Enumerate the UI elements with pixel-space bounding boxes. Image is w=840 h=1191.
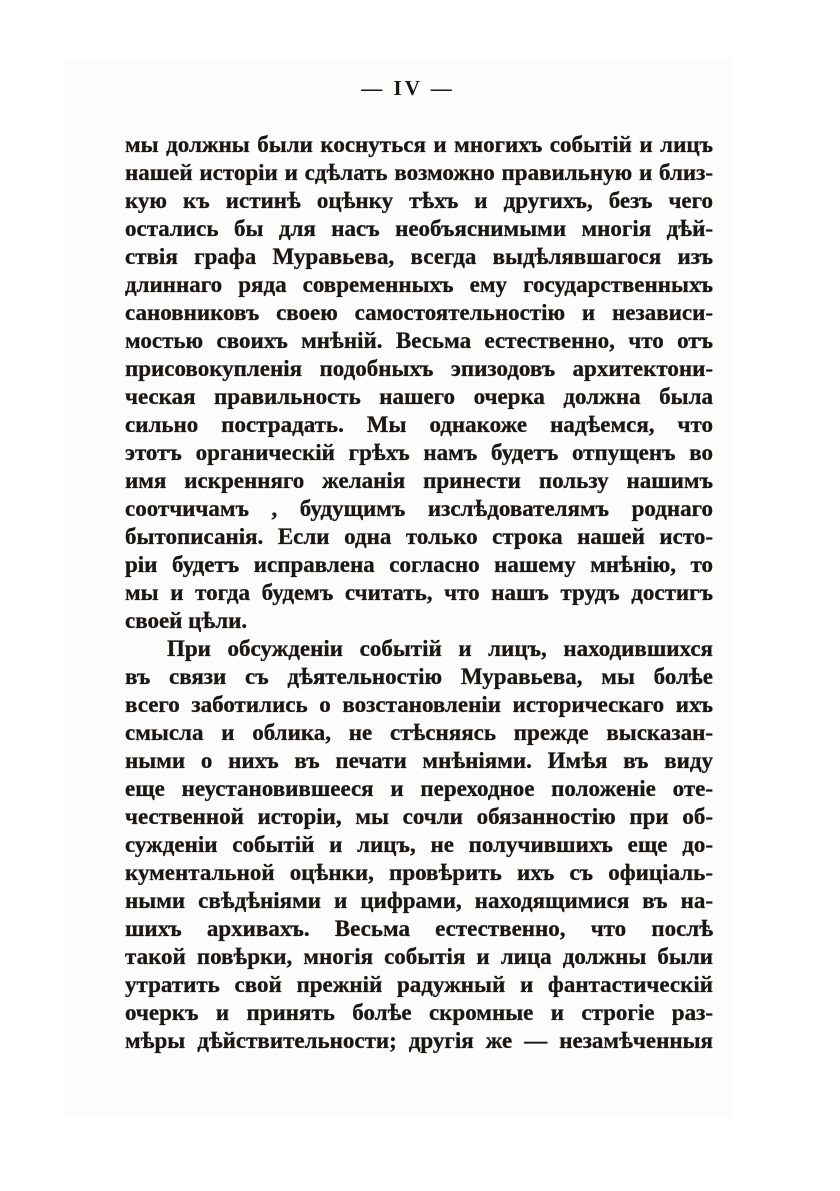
text-line: еще неустановившееся и переходное положеніе оте- (125, 776, 713, 801)
text-line: утратить свой прежній радужный и фантастическій (125, 972, 713, 997)
text-line: кую къ истинѣ оцѣнку тѣхъ и другихъ, безъ чего (125, 188, 713, 213)
text-line: мы и тогда будемъ считать, что нашъ трудъ достигъ (125, 580, 713, 605)
text-line: ческая правильность нашего очерка должна была (125, 384, 713, 409)
text-line: ными свѣдѣніями и цифрами, находящимися въ на- (125, 888, 713, 913)
text-line: сужденіи событій и лицъ, не получившихъ еще до- (125, 832, 713, 857)
text-block (125, 131, 713, 1055)
text-line: чественной исторіи, мы сочли обязанностію при об- (125, 804, 713, 829)
text-line: бытописанія. Если одна только строка нашей исто- (125, 524, 713, 549)
text-line: кументальной оцѣнки, провѣрить ихъ съ офиціаль- (125, 860, 713, 885)
text-line: присовокупленія подобныхъ эпизодовъ архитектони- (125, 356, 713, 381)
text-line: ными о нихъ въ печати мнѣніями. Имѣя въ виду (125, 748, 713, 773)
text-line: шихъ архивахъ. Весьма естественно, что послѣ (125, 916, 713, 941)
text-line: соотчичамъ , будущимъ изслѣдователямъ роднаго (125, 496, 713, 521)
text-line: смысла и облика, не стѣсняясь прежде высказан- (125, 720, 713, 745)
text-line: длиннаго ряда современныхъ ему государственныхъ (125, 272, 713, 297)
text-line: сильно пострадать. Мы однакоже надѣемся, что (125, 412, 713, 437)
text-line: мы должны были коснуться и многихъ событій и лицъ (125, 132, 713, 157)
text-line: ствія графа Муравьева, всегда выдѣлявшагося изъ (125, 244, 713, 269)
text-line: мѣры дѣйствительности; другія же — незамѣченныя (125, 1028, 713, 1053)
paragraph (125, 131, 713, 635)
text-line: всего заботились о возстановленіи историческаго ихъ (125, 692, 713, 717)
text-line: сановниковъ своею самостоятельностію и независи- (125, 300, 713, 325)
text-line: имя искренняго желанія принести пользу нашимъ (125, 468, 713, 493)
page-number-header: — IV — (361, 76, 455, 100)
text-line: При обсужденіи событій и лицъ, находившихся (167, 636, 713, 661)
text-line: нашей исторіи и сдѣлать возможно правильную и близ- (125, 160, 713, 185)
text-line: своей цѣли. (125, 608, 248, 633)
text-line: ріи будетъ исправлена согласно нашему мнѣнію, то (125, 552, 713, 577)
text-line: въ связи съ дѣятельностію Муравьева, мы болѣе (125, 664, 713, 689)
text-line: этотъ органическій грѣхъ намъ будетъ отпущенъ во (125, 440, 713, 465)
text-line: очеркъ и принять болѣе скромные и строгіе раз- (125, 1000, 713, 1025)
paragraph (125, 635, 713, 1055)
text-line: мостью своихъ мнѣній. Весьма естественно, что отъ (125, 328, 713, 353)
text-line: такой повѣрки, многія событія и лица должны были (125, 944, 713, 969)
text-line: остались бы для насъ необъяснимыми многія дѣй- (125, 216, 713, 241)
